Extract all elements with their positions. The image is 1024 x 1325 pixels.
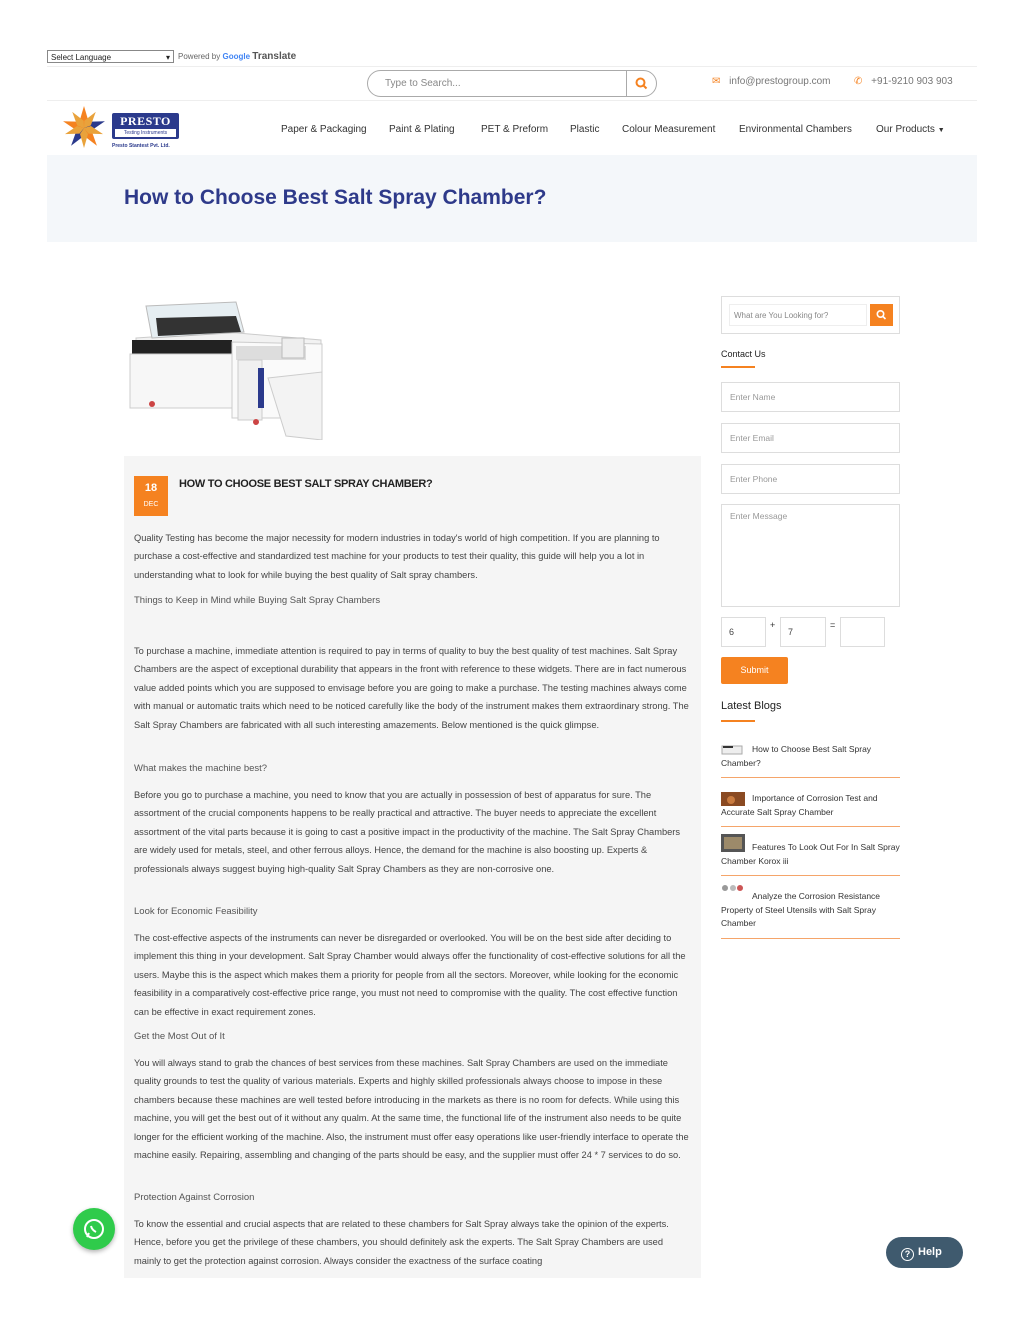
divider (47, 100, 977, 101)
article-paragraph: To purchase a machine, immediate attention is required to pay in terms of quality to buy the best quality of test machines. Salt Spray Chambers are the aspect of exceptional durability that appears in the front with reference to these widgets. There are in fact numerous value added points which you are supposed to envisage before you are going to make a purchase. The testing machines always come with manual or automatic traits which need to be noticed carefully like the body of the instrument makes them extraordinary strong. The Salt Spray Chambers are fabricated with all such interesting amazements. Below mentioned is the quick glimpse. (134, 646, 689, 730)
divider (721, 777, 900, 778)
search-icon (870, 304, 893, 326)
sidebar-search-input[interactable]: What are You Looking for? (729, 304, 867, 326)
latest-blogs-heading: Latest Blogs (721, 700, 782, 712)
blog-thumbnail (721, 743, 745, 757)
top-search-button[interactable] (626, 71, 656, 96)
google-logo: Google (222, 52, 251, 61)
blog-item[interactable]: How to Choose Best Salt Spray Chamber? (721, 744, 872, 768)
email-contact[interactable]: ✉ info@prestogroup.com (712, 76, 831, 87)
blog-item[interactable]: Analyze the Corrosion Resistance Property of Steel Utensils with Salt Spray Chamber (721, 883, 900, 931)
blog-thumbnail (721, 883, 745, 893)
message-field[interactable]: Enter Message (721, 504, 900, 607)
article-paragraph: Quality Testing has become the major necessity for modern industries in today's world of high competition. If you are planning to purchase a cost-effective and standardized test machine for your products to test their quality, this guide will help you a lot in understanding what to look for while buying the best quality of Salt spray chambers. (134, 533, 660, 580)
nav-colour-measurement[interactable]: Colour Measurement (622, 124, 716, 135)
search-icon (627, 71, 656, 96)
contact-heading: Contact Us (721, 349, 766, 359)
article-subheading: Get the Most Out of It (134, 1031, 225, 1042)
phone-field[interactable]: Enter Phone (721, 464, 900, 494)
article-subheading: Look for Economic Feasibility (134, 906, 258, 917)
sidebar-search-button[interactable] (870, 304, 893, 326)
phone-icon: ✆ (854, 76, 863, 87)
article-title: HOW TO CHOOSE BEST SALT SPRAY CHAMBER? (179, 478, 433, 490)
nav-our-products[interactable]: Our Products ▼ (876, 124, 945, 135)
article-subheading: Things to Keep in Mind while Buying Salt Spray Chambers (134, 595, 381, 606)
chevron-down-icon: ▾ (165, 53, 170, 62)
salt-spray-chamber-image (126, 298, 326, 440)
date-badge: 18 DEC (134, 476, 168, 516)
sidebar-search (721, 296, 900, 334)
article-paragraph: The cost-effective aspects of the instruments can never be disregarded or overlooked. You will be on the best side after deciding to implement this thing in your development. Salt Spray Chamber would always offer the functionality of cost-effective solutions for all the users. Maybe this is the aspect which makes them a priority for people from all the sectors. Moreover, while looking for the economic feasibility in a comparatively cost-effective price range, you must not need to compromise with the quality. The cost effective function can be effective in exact requirement zones. (134, 933, 686, 1017)
heading-underline (721, 720, 755, 722)
nav-pet-preform[interactable]: PET & Preform (481, 124, 549, 135)
nav-paper-packaging[interactable]: Paper & Packaging (281, 124, 367, 135)
whatsapp-icon (73, 1208, 115, 1250)
presto-star-logo-icon (60, 104, 108, 152)
article-paragraph: To know the essential and crucial aspects that are related to these chambers for Salt Spray always take the opinion of the experts. Hence, before you get the privilege of these chambers, you should definitely ask the experts. The Salt Spray Chambers are used mainly to get the protection against corrosion. Always consider the exactness of the surface coating (134, 1219, 669, 1266)
name-field[interactable]: Enter Name (721, 382, 900, 412)
nav-plastic[interactable]: Plastic (570, 124, 600, 135)
divider (47, 66, 977, 67)
captcha-plus: + (770, 620, 776, 630)
blog-item[interactable]: Features To Look Out For In Salt Spray Chamber Korox iii (721, 834, 900, 868)
divider (721, 826, 900, 827)
company-name: Presto Stantest Pvt. Ltd. (112, 143, 170, 149)
whatsapp-button[interactable] (73, 1208, 115, 1250)
logo[interactable]: PRESTO Testing Instruments (112, 113, 179, 139)
page-title: How to Choose Best Salt Spray Chamber? (124, 186, 547, 209)
heading-underline (721, 366, 755, 368)
blog-thumbnail (721, 792, 745, 806)
captcha-equals: = (830, 620, 836, 630)
language-select[interactable] (47, 50, 174, 63)
captcha-answer-input[interactable] (840, 617, 885, 647)
blog-item[interactable]: Importance of Corrosion Test and Accurate Salt Spray Chamber (721, 793, 878, 817)
nav-paint-plating[interactable]: Paint & Plating (389, 124, 455, 135)
article-subheading: Protection Against Corrosion (134, 1192, 255, 1203)
divider (721, 938, 900, 939)
google-translate-credit: Powered by Google Translate (178, 51, 297, 62)
submit-button[interactable]: Submit (721, 657, 788, 684)
divider (721, 875, 900, 876)
article-paragraph: Before you go to purchase a machine, you need to know that you are actually in possession of best of apparatus for sure. The assortment of the crucial components happens to be really practical and attractive. The buyer needs to appreciate the excellent assortment of the vital parts because it is going to cast a positive impact in the productivity of the machine. The Salt Spray Chambers are widely used for metals, steel, and other ferrous alloys. Hence, the demand for the machine is also boosting up. Experts & professionals always suggest buying high-quality Salt Spray Chambers as they are non-corrosive one. (134, 790, 681, 874)
article-paragraph: You will always stand to grab the chances of best services from these machines. Salt Spray Chambers are used on the immediate quality grounds to test the quality of various materials. Experts and highly skilled professionals always choose to impose in these chambers because these machines are well tested before introducing in the markets as there is no room for defects. While using this machine, you will get the best out of it without any qualm. At the same time, the functional life of the instrument also needs to be quite longer for the efficient working of the machine. Also, the instrument must offer easy operations like user-friendly interface to operate the machine easily. Repairing, assembling and changing of the parts should be easy, and the supplier must offer 24 * 7 services to do so. (134, 1058, 689, 1161)
article-subheading: What makes the machine best? (134, 763, 268, 774)
blog-thumbnail (721, 834, 745, 852)
captcha-number-b: 7 (780, 617, 826, 647)
question-circle-icon: ? (901, 1248, 914, 1261)
language-select-label: Select Language (51, 53, 112, 62)
captcha-number-a: 6 (721, 617, 766, 647)
envelope-icon: ✉ (712, 76, 721, 87)
help-button[interactable]: ? Help (886, 1237, 963, 1268)
nav-environmental-chambers[interactable]: Environmental Chambers (739, 124, 852, 135)
caret-down-icon: ▼ (937, 127, 945, 134)
top-search-input[interactable]: Type to Search... (367, 70, 657, 97)
phone-contact[interactable]: ✆ +91-9210 903 903 (854, 76, 953, 87)
email-field[interactable]: Enter Email (721, 423, 900, 453)
